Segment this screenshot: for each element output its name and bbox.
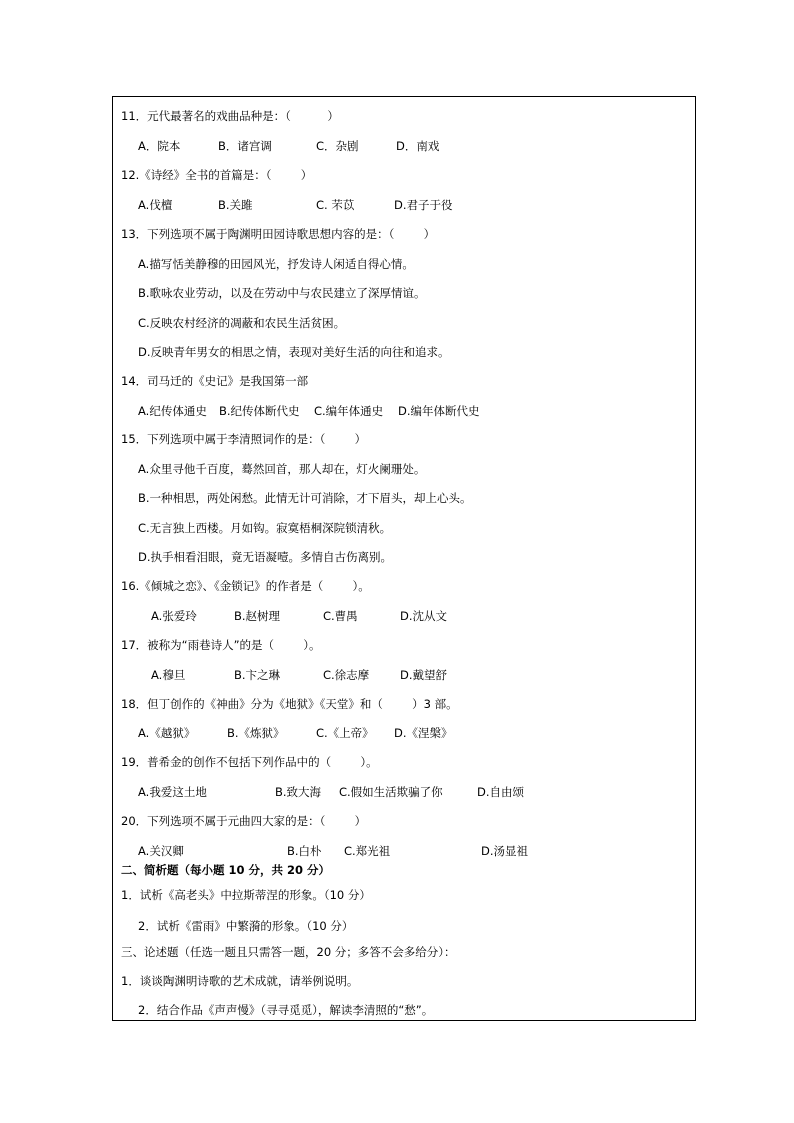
option: A.描写恬美静穆的田园风光，抒发诗人闲适自得心情。 — [138, 257, 414, 271]
option: A.穆旦 — [151, 668, 186, 682]
section-heading-analysis: 二、简析题（每小题 10 分，共 20 分） — [121, 863, 331, 877]
question-stem: 20．下列选项不属于元曲四大家的是：（ ） — [121, 814, 367, 828]
option: D.君子于役 — [394, 198, 453, 212]
option: B.一种相思，两处闲愁。此情无计可消除，才下眉头，却上心头。 — [138, 491, 472, 505]
option: B.致大海 — [275, 785, 322, 799]
option: C.曹禺 — [323, 609, 358, 623]
section-heading-discussion: 三、论述题（任选一题且只需答一题，20 分；多答不会多给分）： — [121, 945, 456, 959]
option: C. 芣苡 — [316, 198, 355, 212]
option: A.纪传体通史 — [138, 404, 207, 418]
option: B.白朴 — [287, 844, 322, 858]
option: B.赵树理 — [234, 609, 281, 623]
question-stem: 16.《倾城之恋》、《金锁记》的作者是（ ）。 — [121, 579, 370, 593]
option: B.纪传体断代史 — [219, 404, 300, 418]
question-stem: 11．元代最著名的戏曲品种是：（ ） — [121, 109, 339, 123]
question-stem: 12.《诗经》全书的首篇是：（ ） — [121, 168, 313, 182]
option: D.编年体断代史 — [398, 404, 480, 418]
option: B.《炼狱》 — [227, 726, 285, 740]
question-stem: 15．下列选项中属于李清照词作的是：（ ） — [121, 432, 367, 446]
question-stem: 19．普希金的创作不包括下列作品中的（ ）。 — [121, 755, 378, 769]
option: D.反映青年男女的相思之情，表现对美好生活的向往和追求。 — [138, 345, 450, 359]
option: D.自由颂 — [477, 785, 525, 799]
option: B．诸宫调 — [218, 139, 272, 153]
option: A.我爱这土地 — [138, 785, 207, 799]
option: C.《上帝》 — [316, 726, 374, 740]
option: D.汤显祖 — [481, 844, 529, 858]
option: B.卞之琳 — [234, 668, 281, 682]
option: A.众里寻他千百度，蓦然回首，那人却在，灯火阑珊处。 — [138, 462, 426, 476]
option: C.编年体通史 — [314, 404, 384, 418]
question-stem: 13．下列选项不属于陶渊明田园诗歌思想内容的是：（ ） — [121, 227, 436, 241]
option: C.徐志摩 — [323, 668, 370, 682]
essay-question: 1．谈谈陶渊明诗歌的艺术成就，请举例说明。 — [121, 974, 359, 988]
option: A.关汉卿 — [138, 844, 184, 858]
essay-question: 2．试析《雷雨》中繁漪的形象。（10 分） — [138, 919, 354, 933]
option: C.无言独上西楼。月如钩。寂寞梧桐深院锁清秋。 — [138, 521, 392, 535]
option: D.《涅槃》 — [394, 726, 453, 740]
option: D.沈从文 — [400, 609, 448, 623]
exam-table-frame — [112, 96, 696, 1021]
option: A．院本 — [138, 139, 181, 153]
option: A.伐檀 — [138, 198, 173, 212]
question-stem: 18．但丁创作的《神曲》分为《地狱》《天堂》和（ ）3 部。 — [121, 697, 458, 711]
question-stem: 17．被称为“雨巷诗人”的是（ ）。 — [121, 638, 321, 652]
essay-question: 2．结合作品《声声慢》（寻寻觅觅），解读李清照的“愁”。 — [138, 1003, 434, 1017]
option: C.反映农村经济的凋蔽和农民生活贫困。 — [138, 316, 346, 330]
option: C．杂剧 — [316, 139, 359, 153]
option: A.张爱玲 — [151, 609, 197, 623]
essay-question: 1．试析《高老头》中拉斯蒂涅的形象。（10 分） — [121, 888, 371, 902]
option: B.歌咏农业劳动，以及在劳动中与农民建立了深厚情谊。 — [138, 286, 426, 300]
option: D．南戏 — [396, 139, 440, 153]
question-stem: 14．司马迁的《史记》是我国第一部 — [121, 374, 309, 388]
option: D.戴望舒 — [400, 668, 448, 682]
option: B.关雎 — [218, 198, 253, 212]
option: D.执手相看泪眼，竟无语凝噎。多情自古伤离别。 — [138, 550, 393, 564]
option: C.郑光祖 — [344, 844, 391, 858]
option: A.《越狱》 — [138, 726, 196, 740]
option: C.假如生活欺骗了你 — [339, 785, 443, 799]
